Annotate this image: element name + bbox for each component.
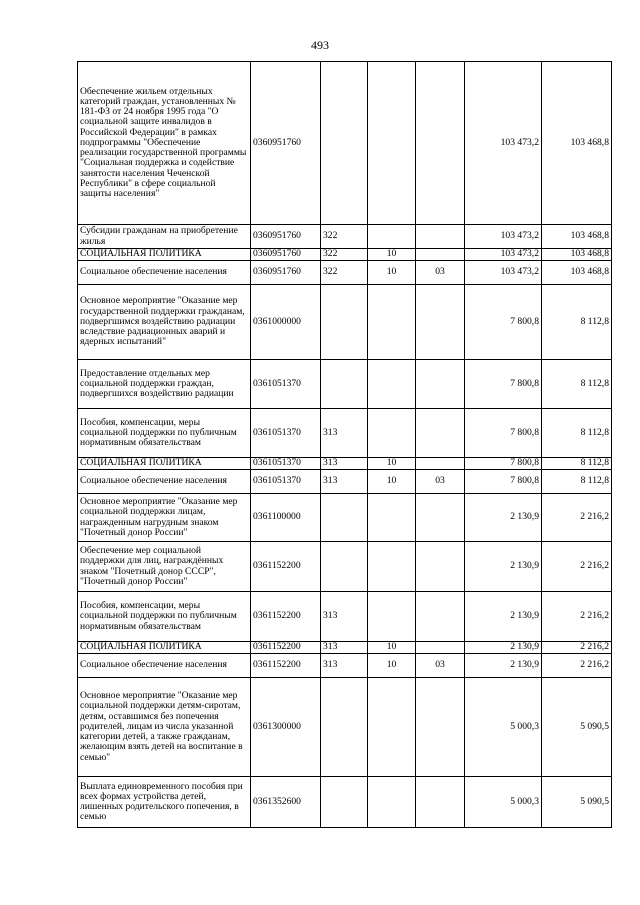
row-expense-type (321, 777, 368, 828)
row-amount-2: 103 468,8 (542, 225, 612, 249)
row-subsection: 03 (416, 261, 465, 285)
row-expense-type (321, 678, 368, 777)
row-expense-type (321, 494, 368, 542)
table-row (78, 678, 612, 777)
row-target-code: 0361152200 (251, 542, 321, 592)
row-amount-1: 2 130,9 (465, 494, 542, 542)
row-section: 10 (368, 261, 416, 285)
row-section (368, 285, 416, 360)
row-target-code: 0360951760 (251, 249, 321, 261)
row-target-code: 0361152200 (251, 654, 321, 678)
row-subsection (416, 642, 465, 654)
row-subsection (416, 494, 465, 542)
budget-table (77, 61, 612, 828)
row-expense-type: 313 (321, 642, 368, 654)
row-amount-2: 2 216,2 (542, 494, 612, 542)
row-amount-2: 5 090,5 (542, 777, 612, 828)
row-target-code: 0360951760 (251, 225, 321, 249)
row-section (368, 360, 416, 409)
row-amount-1: 2 130,9 (465, 592, 542, 642)
row-section: 10 (368, 458, 416, 470)
row-amount-2: 103 468,8 (542, 249, 612, 261)
row-subsection (416, 409, 465, 458)
row-subsection (416, 285, 465, 360)
row-expense-type: 313 (321, 409, 368, 458)
table-row (78, 409, 612, 458)
row-amount-1: 2 130,9 (465, 642, 542, 654)
row-name: Социальное обеспечение населения (78, 261, 251, 285)
row-target-code: 0361300000 (251, 678, 321, 777)
row-amount-1: 2 130,9 (465, 542, 542, 592)
row-target-code: 0361152200 (251, 642, 321, 654)
row-amount-1: 5 000,3 (465, 777, 542, 828)
row-name: Социальное обеспечение населения (78, 654, 251, 678)
row-amount-2: 2 216,2 (542, 542, 612, 592)
row-subsection (416, 458, 465, 470)
row-subsection: 03 (416, 470, 465, 494)
row-target-code: 0361100000 (251, 494, 321, 542)
row-amount-1: 103 473,2 (465, 225, 542, 249)
row-section: 10 (368, 642, 416, 654)
row-amount-1: 103 473,2 (465, 62, 542, 225)
row-amount-1: 7 800,8 (465, 285, 542, 360)
row-expense-type: 313 (321, 592, 368, 642)
table-row (78, 542, 612, 592)
row-subsection (416, 592, 465, 642)
row-section (368, 678, 416, 777)
row-expense-type (321, 285, 368, 360)
row-section (368, 225, 416, 249)
row-name: Пособия, компенсации, меры социальной поддержки по публичным нормативным обязательствам (78, 409, 251, 458)
table-row (78, 494, 612, 542)
row-target-code: 0361051370 (251, 458, 321, 470)
table-row (78, 470, 612, 494)
row-amount-2: 8 112,8 (542, 285, 612, 360)
row-expense-type: 313 (321, 470, 368, 494)
table-row (78, 777, 612, 828)
row-amount-2: 8 112,8 (542, 409, 612, 458)
table-row (78, 225, 612, 249)
row-amount-2: 2 216,2 (542, 654, 612, 678)
table-row (78, 458, 612, 470)
row-target-code: 0361051370 (251, 360, 321, 409)
row-subsection (416, 249, 465, 261)
row-section (368, 542, 416, 592)
row-name: Основное мероприятие "Оказание мер социальной поддержки детям-сиротам, детям, оставшимся без попечения родителей, лицам из числа указанной категории детей, а также гражданам, желающим взять детей на воспитание в семью" (78, 678, 251, 777)
row-section: 10 (368, 470, 416, 494)
table-row (78, 592, 612, 642)
row-target-code: 0360951760 (251, 62, 321, 225)
row-amount-1: 5 000,3 (465, 678, 542, 777)
row-amount-1: 7 800,8 (465, 458, 542, 470)
row-amount-2: 8 112,8 (542, 470, 612, 494)
row-name: Обеспечение мер социальной поддержки для лиц, награждённых знаком "Почетный донор СССР", "Почетный донор России" (78, 542, 251, 592)
row-target-code: 0361152200 (251, 592, 321, 642)
row-target-code: 0361051370 (251, 409, 321, 458)
row-expense-type (321, 62, 368, 225)
row-amount-1: 7 800,8 (465, 409, 542, 458)
row-expense-type: 313 (321, 458, 368, 470)
table-row (78, 249, 612, 261)
row-expense-type (321, 542, 368, 592)
table-row (78, 261, 612, 285)
table-row (78, 62, 612, 225)
row-amount-2: 103 468,8 (542, 62, 612, 225)
row-amount-1: 7 800,8 (465, 360, 542, 409)
row-subsection (416, 777, 465, 828)
row-subsection (416, 62, 465, 225)
row-name: Субсидии гражданам на приобретение жилья (78, 225, 251, 249)
row-subsection (416, 225, 465, 249)
table-row (78, 285, 612, 360)
row-amount-1: 2 130,9 (465, 654, 542, 678)
row-section (368, 409, 416, 458)
row-subsection (416, 360, 465, 409)
row-name: Предоставление отдельных мер социальной поддержки граждан, подвергшихся воздействию радиации (78, 360, 251, 409)
row-amount-2: 8 112,8 (542, 458, 612, 470)
row-section (368, 777, 416, 828)
row-amount-1: 103 473,2 (465, 249, 542, 261)
row-name: Выплата единовременного пособия при всех формах устройства детей, лишенных родительского попечения, в семью (78, 777, 251, 828)
row-name: Социальное обеспечение населения (78, 470, 251, 494)
row-expense-type: 322 (321, 225, 368, 249)
table-row (78, 654, 612, 678)
row-name: СОЦИАЛЬНАЯ ПОЛИТИКА (78, 642, 251, 654)
row-subsection (416, 678, 465, 777)
row-expense-type: 322 (321, 261, 368, 285)
row-section (368, 592, 416, 642)
row-subsection (416, 542, 465, 592)
row-section: 10 (368, 654, 416, 678)
page-number: 493 (311, 38, 329, 52)
row-amount-1: 7 800,8 (465, 470, 542, 494)
row-target-code: 0361051370 (251, 470, 321, 494)
row-amount-2: 5 090,5 (542, 678, 612, 777)
row-expense-type: 322 (321, 249, 368, 261)
row-name: Пособия, компенсации, меры социальной поддержки по публичным нормативным обязательствам (78, 592, 251, 642)
table-row (78, 360, 612, 409)
row-name: Основное мероприятие "Оказание мер социальной поддержки лицам, награжденным нагрудным знаком "Почетный донор России" (78, 494, 251, 542)
row-name: Обеспечение жильем отдельных категорий граждан, установленных № 181-ФЗ от 24 ноября 1995 года "О социальной защите инвалидов в Российской Федерации" в рамках подпрограммы "Обеспечение реализации государственной программы "Социальная поддержка и содействие занятости населения Чеченской Республики" в сфере социальной защиты населения" (78, 62, 251, 225)
row-amount-2: 2 216,2 (542, 592, 612, 642)
row-section: 10 (368, 249, 416, 261)
row-amount-1: 103 473,2 (465, 261, 542, 285)
row-section (368, 62, 416, 225)
row-name: СОЦИАЛЬНАЯ ПОЛИТИКА (78, 249, 251, 261)
row-subsection: 03 (416, 654, 465, 678)
row-name: Основное мероприятие "Оказание мер государственной поддержки гражданам, подвергшимся воздействию радиации вследствие радиационных аварий и ядерных испытаний" (78, 285, 251, 360)
row-target-code: 0361000000 (251, 285, 321, 360)
row-section (368, 494, 416, 542)
row-target-code: 0361352600 (251, 777, 321, 828)
row-expense-type: 313 (321, 654, 368, 678)
row-name: СОЦИАЛЬНАЯ ПОЛИТИКА (78, 458, 251, 470)
row-amount-2: 8 112,8 (542, 360, 612, 409)
row-amount-2: 103 468,8 (542, 261, 612, 285)
row-target-code: 0360951760 (251, 261, 321, 285)
row-amount-2: 2 216,2 (542, 642, 612, 654)
row-expense-type (321, 360, 368, 409)
table-row (78, 642, 612, 654)
